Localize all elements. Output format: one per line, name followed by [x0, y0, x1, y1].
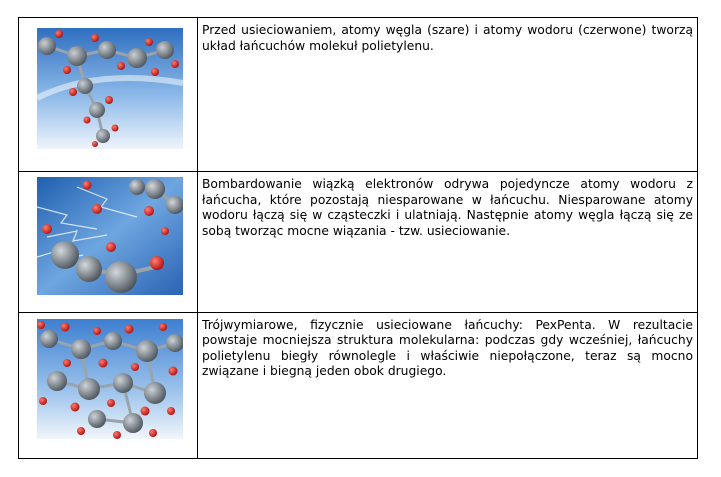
table-row — [19, 172, 698, 312]
table-row — [19, 18, 698, 172]
row-description: Bombardowanie wiązką elektronów odrywa pojedyncze atomy wodoru z łańcucha, które pozostają niesparowane w łańcuchu. Niesparowane atomy wodoru łączą się w cząsteczki i ulatniają. Następnie atomy węgla łączą się ze sobą tworząc mocne wiązania - tzw. usieciowanie. — [202, 177, 693, 238]
text-cell — [198, 18, 698, 172]
image-cell — [19, 172, 198, 312]
image-cell — [19, 18, 198, 172]
electron-beam-image — [37, 177, 183, 295]
text-cell — [198, 312, 698, 458]
molecule-chain-image — [37, 28, 183, 149]
text-cell — [198, 172, 698, 312]
image-cell — [19, 312, 198, 458]
row-description: Trójwymiarowe, fizycznie usieciowane łańcuchy: PexPenta. W rezultacie powstaje mocniejsza struktura molekularna: podczas gdy wcześniej, łańcuchy polietylenu biegły równolegle i właściwie niepołączone, teraz są mocno związane i biegną jeden obok drugiego. — [202, 317, 693, 379]
crosslinked-structure-image — [37, 319, 183, 439]
row-description: Przed usieciowaniem, atomy węgla (szare) i atomy wodoru (czerwone) tworzą układ łańcuchów molekuł polietylenu. — [202, 23, 693, 53]
table-row — [19, 312, 698, 458]
description-table — [18, 17, 698, 459]
